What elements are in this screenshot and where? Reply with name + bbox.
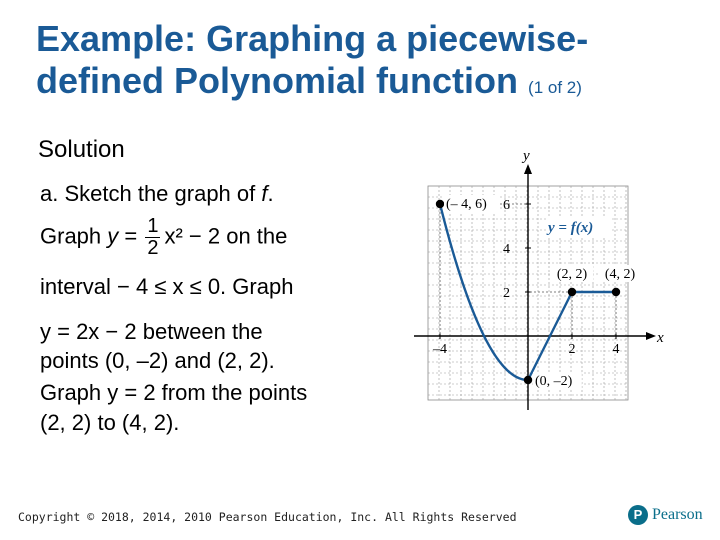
fraction-denominator: 2 xyxy=(147,237,159,259)
fraction-numerator: 1 xyxy=(147,215,159,237)
title-main: Example: Graphing a piecewise-defined Polynomial function xyxy=(36,18,589,101)
graph-word: Graph xyxy=(40,223,108,249)
linear-piece-line: y = 2x − 2 between the xyxy=(40,319,263,344)
point-label: (0, –2) xyxy=(535,374,573,389)
slide-title xyxy=(36,18,696,109)
x-axis-label: x xyxy=(657,330,664,346)
f-variable: f xyxy=(261,181,268,206)
x-tick-label: –4 xyxy=(433,342,447,357)
point-marker xyxy=(612,288,620,296)
step-a-text: a. Sketch the graph of xyxy=(40,181,262,206)
x-tick-label: 2 xyxy=(568,342,576,357)
period: . xyxy=(267,181,274,206)
solution-heading: Solution xyxy=(38,136,125,163)
y-variable: y xyxy=(107,223,119,249)
function-label: y = f(x) xyxy=(548,220,594,236)
point-marker xyxy=(436,200,444,208)
piecewise-graph xyxy=(400,140,700,440)
copyright-text: Copyright © 2018, 2014, 2010 Pearson Education, Inc. All Rights Reserved xyxy=(18,510,517,524)
y-tick-label: 6 xyxy=(503,198,510,213)
equals-sign: = xyxy=(118,223,144,249)
pearson-logo-icon: P xyxy=(628,505,648,525)
step-a-line xyxy=(40,181,274,207)
interval-line: interval − 4 ≤ x ≤ 0. Graph xyxy=(40,274,294,299)
point-label: (4, 2) xyxy=(604,267,636,282)
x-squared-text: x² − 2 on the xyxy=(164,223,288,249)
constant-piece-line: Graph y = 2 from the points xyxy=(40,380,308,405)
x-axis-arrow xyxy=(646,332,656,340)
pearson-logo xyxy=(628,505,703,525)
point-label: (– 4, 6) xyxy=(446,197,487,212)
point-label: (2, 2) xyxy=(556,267,588,282)
one-half-fraction xyxy=(145,216,160,259)
y-tick-label: 2 xyxy=(503,286,510,301)
point-marker xyxy=(568,288,576,296)
points-line: points (0, –2) and (2, 2). xyxy=(40,348,275,373)
title-suffix: (1 of 2) xyxy=(528,78,582,97)
y-axis-arrow xyxy=(524,164,532,174)
x-tick-label: 4 xyxy=(612,342,620,357)
parabola-piece xyxy=(440,204,528,380)
y-tick-label: 4 xyxy=(503,242,510,257)
constant-points-line: (2, 2) to (4, 2). xyxy=(40,410,180,435)
pearson-logo-text: Pearson xyxy=(652,506,703,523)
graph-equation-line xyxy=(40,216,287,259)
y-axis-label: y xyxy=(523,148,530,164)
point-marker xyxy=(524,376,532,384)
